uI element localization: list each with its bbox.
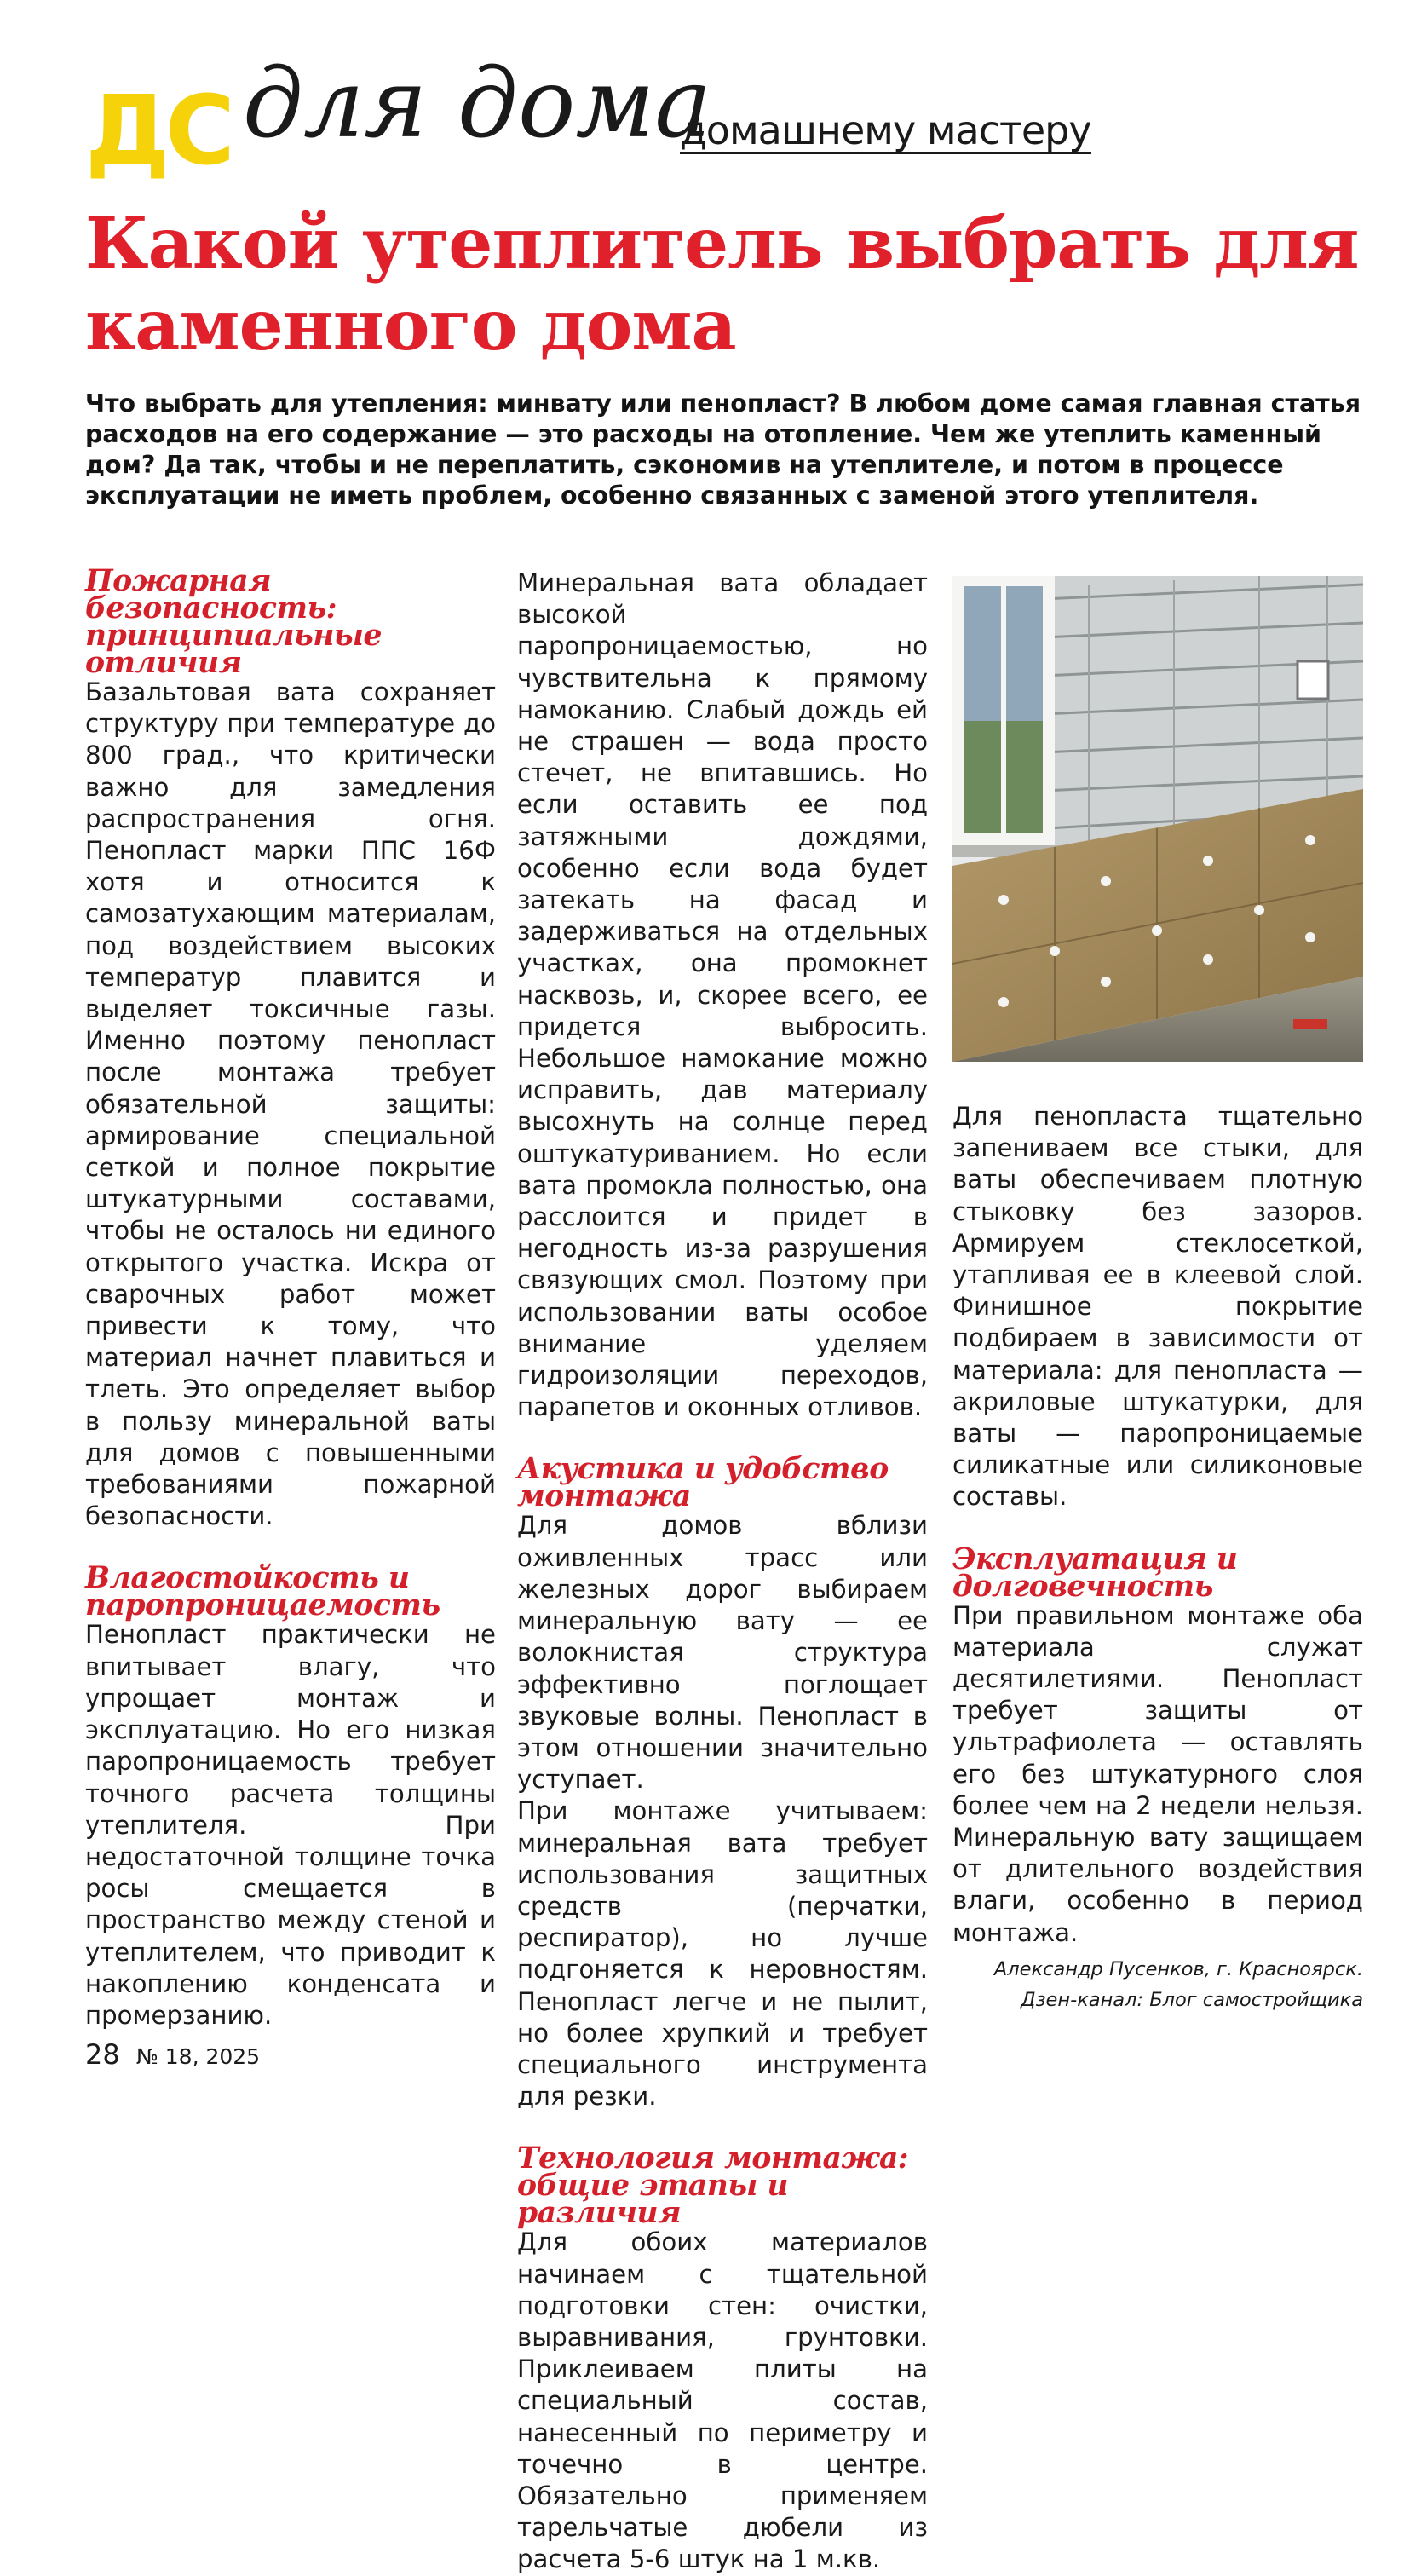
paragraph-moisture-1: Пенопласт практически не впитывает влагу, что упрощает монтаж и эксплуатацию. Но его низкая паропроницаемость требует точного расчета толщины утеплителя. При недостаточной толщине точка росы смещается в пространство между стеной и утеплителем, что приводит к накоплению конденсата и промерзанию. <box>85 1620 496 2030</box>
section-header <box>85 49 1108 187</box>
section-subtitle: домашнему мастеру <box>680 107 1091 153</box>
page-number: 28 <box>85 2038 120 2071</box>
article-photo <box>952 576 1363 1062</box>
section-title: для дома <box>243 49 712 159</box>
subheading-installation: Технология монтажа: общие этапы и различия <box>517 2141 909 2231</box>
paragraph-moisture-2: Минеральная вата обладает высокой паропроницаемостью, но чувствительна к прямому намоканию. Слабый дождь ей не страшен — вода просто стечет, не впитавшись. Но если оставить ее под затяжными дождями, особенно если вода будет затекать на фасад и задерживаться на отдельных участках, она промокнет насквозь, и, скорее всего, ее придется выбросить. Небольшое намокание можно исправить, дав материалу высохнуть на солнце перед оштукатуриванием. Но если вата промокла полностью, она расслоится и придет в негодность из-за разрушения связующих смол. Поэтому при использовании ваты особое внимание уделяем гидроизоляции переходов, парапетов и оконных отливов. <box>517 568 928 1422</box>
issue-number: № 18, 2025 <box>135 2044 261 2069</box>
article-lead: Что выбрать для утепления: минвату или пенопласт? В любом доме самая главная статья расходов на его содержание — это расходы на отопление. Чем же утеплить каменный дом? Да так, чтобы и не переплатить, сэкономив на утеплителе, и потом в процессе эксплуатации не иметь проблем, особенно связанных с заменой этого утеплителя. <box>85 389 1361 510</box>
paragraph-installation-1: Для обоих материалов начинаем с тщательной подготовки стен: очистки, выравнивания, грунтовки. Приклеиваем плиты на специальный состав, нанесенный по периметру и точечно в центре. Обязательно применяем тарельчатые дюбели из расчета 5-6 штук на 1 м.кв. <box>517 2227 928 2574</box>
paragraph-installation-2: Для пенопласта тщательно запениваем все стыки, для ваты обеспечиваем плотную стыковку без зазоров. Армируем стеклосеткой, утапливая ее в клеевой слой. Финишное покрытие подбираем в зависимости от материала: для пенопласта — акриловые штукатурки, для ваты — паропроницаемые силикатные или силиконовые составы. <box>952 1102 1363 1512</box>
article-headline: Какой утеплитель выбрать для каменного дома <box>85 203 1359 366</box>
column-3 <box>952 1101 1363 2015</box>
paragraph-fire-safety: Базальтовая вата сохраняет структуру при температуре до 800 град., что критически важно для замедления распространения огня. Пенопласт марки ППС 16Ф хотя и относится к самозатухающим материалам, под воздействием высоких температур плавится и выделяет токсичные газы. Именно поэтому пенопласт после монтажа требует обязательной защиты: армирование специальной сеткой и полное покрытие штукатурными составами, чтобы не осталось ни единого открытого участка. Искра от сварочных работ может привести к тому, что материал начнет плавиться и тлеть. Это определяет выбор в пользу минеральной ваты для домов с повышенными требованиями пожарной безопасности. <box>85 677 496 1531</box>
subheading-fire-safety: Пожарная безопасность: принципиальные отличия <box>85 564 382 680</box>
source-signature: Дзен-канал: Блог самостройщика <box>1020 1988 1363 2011</box>
paragraph-acoustics-2: При монтаже учитываем: минеральная вата требует использования защитных средств (перчатки, респиратор), но лучше подгоняется к неровностям. Пенопласт легче и не пылит, но более хрупкий и требует специального инструмента для резки. <box>517 1796 928 2112</box>
subheading-acoustics: Акустика и удобство монтажа <box>517 1452 889 1514</box>
column-2 <box>517 568 928 2576</box>
column-1 <box>85 564 496 2031</box>
photo-house-insulation-icon <box>952 576 1363 1062</box>
page-footer <box>85 2038 260 2071</box>
subheading-durability: Эксплуатация и долговечность <box>952 1542 1238 1604</box>
subheading-moisture: Влагостойкость и паропроницаемость <box>85 1561 440 1623</box>
magazine-logo: ДС <box>85 76 230 187</box>
paragraph-durability: При правильном монтаже оба материала служат десятилетиями. Пенопласт требует защиты от ультрафиолета — оставлять его без штукатурного слоя более чем на 2 недели нельзя. Минеральную вату защищаем от длительного воздействия влаги, особенно в период монтажа. <box>952 1600 1363 1947</box>
paragraph-acoustics-1: Для домов вблизи оживленных трасс или железных дорог выбираем минеральную вату — ее волокнистая структура эффективно поглощает звуковые волны. Пенопласт в этом отношении значительно уступает. <box>517 1511 928 1795</box>
author-signature: Александр Пусенков, г. Красноярск. <box>993 1957 1363 1980</box>
